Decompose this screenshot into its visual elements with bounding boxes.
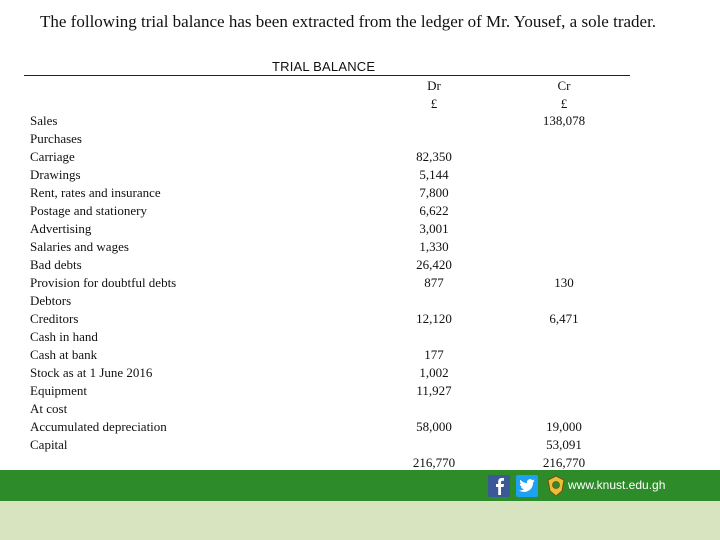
credit-amount: 53,091 (546, 437, 582, 452)
twitter-icon[interactable] (516, 475, 538, 497)
debit-amount: 6,622 (419, 203, 449, 218)
debit-total: 216,770 (412, 455, 456, 470)
trial-balance-title: TRIAL BALANCE (272, 59, 376, 74)
account-name: Carriage (30, 149, 75, 164)
debit-amount: 26,420 (416, 257, 452, 272)
account-name: Rent, rates and insurance (30, 185, 161, 200)
website-link[interactable]: www.knust.edu.gh (568, 478, 666, 492)
debit-amount: 877 (424, 275, 444, 290)
account-name: Advertising (30, 221, 92, 236)
credit-label: Cr (557, 78, 571, 93)
account-name: Salaries and wages (30, 239, 129, 254)
table-row (0, 418, 720, 436)
table-row (0, 436, 720, 454)
credit-amount: 19,000 (546, 419, 582, 434)
account-name: Debtors (30, 293, 72, 308)
table-row (0, 274, 720, 292)
crest-icon (545, 475, 567, 497)
debit-amount: 5,144 (419, 167, 449, 182)
credit-column-header (534, 77, 594, 113)
debit-amount: 1,330 (419, 239, 449, 254)
debit-label: Dr (427, 78, 441, 93)
table-row (0, 112, 720, 130)
debit-amount: 7,800 (419, 185, 449, 200)
account-name: Drawings (30, 167, 81, 182)
debit-amount: 58,000 (416, 419, 452, 434)
debit-amount: 12,120 (416, 311, 452, 326)
account-name: Sales (30, 113, 58, 128)
intro-paragraph: The following trial balance has been extracted from the ledger of Mr. Yousef, a sole trader. (40, 12, 657, 31)
credit-amount: 130 (554, 275, 574, 290)
table-row (0, 382, 720, 400)
account-name: Postage and stationery (30, 203, 147, 218)
account-name: Cash in hand (30, 329, 98, 344)
debit-amount: 3,001 (419, 221, 449, 236)
account-name: At cost (30, 401, 68, 416)
account-name: Creditors (30, 311, 79, 326)
account-name: Cash at bank (30, 347, 98, 362)
account-name: Provision for doubtful debts (30, 275, 177, 290)
credit-total: 216,770 (542, 455, 586, 470)
debit-column-header (404, 77, 464, 113)
account-name: Purchases (30, 131, 82, 146)
debit-amount: 82,350 (416, 149, 452, 164)
credit-amount: 138,078 (542, 113, 586, 128)
facebook-icon[interactable] (488, 475, 510, 497)
debit-amount: 177 (424, 347, 444, 362)
account-name: Stock as at 1 June 2016 (30, 365, 153, 380)
debit-unit: £ (430, 96, 438, 111)
credit-unit: £ (560, 96, 568, 111)
debit-amount: 1,002 (419, 365, 449, 380)
table-row (0, 310, 720, 328)
account-name: Equipment (30, 383, 88, 398)
account-name: Capital (30, 437, 68, 452)
footer-strip (0, 501, 720, 540)
credit-amount: 6,471 (549, 311, 579, 326)
account-name: Accumulated depreciation (30, 419, 167, 434)
account-name: Bad debts (30, 257, 82, 272)
debit-amount: 11,927 (416, 383, 452, 398)
title-underline (24, 75, 630, 76)
